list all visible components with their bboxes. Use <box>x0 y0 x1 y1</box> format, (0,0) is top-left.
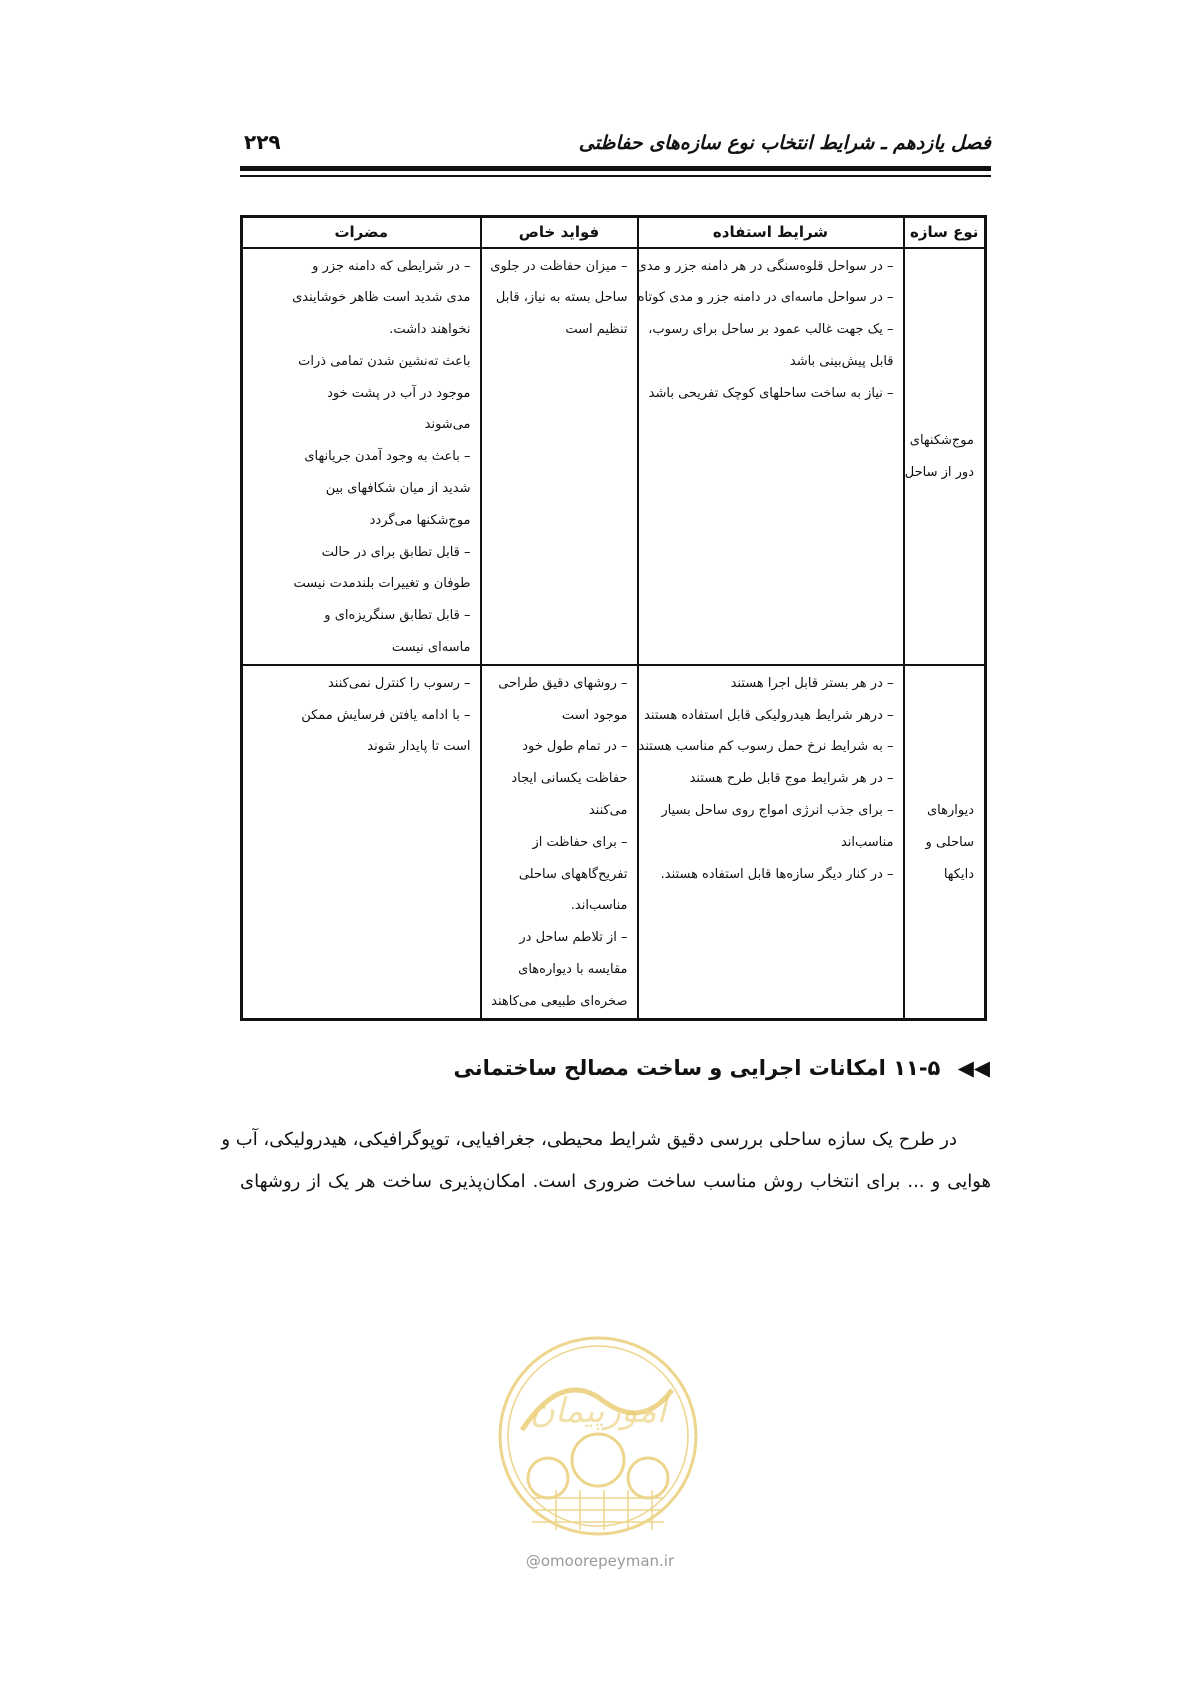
cell-line: طوفان و تغییرات بلندمدت نیست <box>293 576 471 592</box>
cell-line: دایکها <box>943 866 974 882</box>
header-type: نوع سازه <box>904 217 986 248</box>
watermark-logo-text: امورپیمان <box>529 1391 667 1431</box>
cell-line: موجود است <box>561 707 628 723</box>
watermark-gear-left <box>528 1458 568 1498</box>
cell-type <box>904 665 986 1019</box>
cell-line: موج‌شکنها می‌گردد <box>369 512 471 528</box>
comparison-table <box>240 215 987 1021</box>
header-conditions: شرایط استفاده <box>638 217 904 248</box>
watermark-graphic <box>500 1338 696 1534</box>
cell-line: ساحل بسته به نیاز، قابل <box>495 290 628 306</box>
cell-line: تنظیم است <box>565 322 628 338</box>
cell-line: – باعث به وجود آمدن جریانهای <box>304 449 471 465</box>
cell-drawbacks <box>242 248 481 665</box>
cell-conditions <box>638 248 904 665</box>
table-header-row <box>242 217 986 248</box>
cell-line: ساحلی و <box>925 834 974 850</box>
cell-benefits <box>481 248 638 665</box>
section-number: ۱۱-۵ <box>893 1056 941 1080</box>
cell-line: نخواهند داشت. <box>389 322 471 338</box>
cell-line: مقایسه با دیواره‌های <box>518 962 628 978</box>
cell-line: – درهر شرایط هیدرولیکی قابل استفاده هستند <box>644 707 894 723</box>
cell-line: موجود در آب در پشت خود <box>327 385 471 401</box>
cell-drawbacks <box>242 665 481 1019</box>
watermark-gear-right <box>628 1458 668 1498</box>
header-rule-thick <box>240 166 991 171</box>
page-number: ۲۲۹ <box>244 130 281 154</box>
cell-line: ماسه‌ای نیست <box>391 640 471 656</box>
cell-line: مناسب‌اند. <box>570 898 628 914</box>
header-drawbacks: مضرات <box>242 217 481 248</box>
cell-line: – برای حفاظت از <box>532 834 628 850</box>
double-arrow-icon: ◀◀ <box>957 1056 990 1080</box>
body-paragraph <box>221 1119 991 1203</box>
cell-line: است تا پایدار شوند <box>367 739 471 755</box>
table-row <box>242 665 986 1019</box>
cell-type <box>904 248 986 665</box>
header-rule-thin <box>240 175 991 177</box>
cell-line: – در سواحل ماسه‌ای در دامنه جزر و مدی کوتاه <box>637 290 894 306</box>
chapter-title: فصل یازدهم ـ شرایط انتخاب نوع سازه‌های حفاظتی <box>578 132 991 154</box>
paragraph-line: هوایی و ... برای انتخاب روش مناسب ساخت ضروری است. امکان‌پذیری ساخت هر یک از روشهای <box>240 1171 991 1192</box>
cell-line: – یک جهت غالب عمود بر ساحل برای رسوب، <box>648 322 894 338</box>
cell-line: می‌کنند <box>588 803 628 819</box>
cell-line: – در شرایطی که دامنه جزر و <box>312 258 471 274</box>
cell-line: – از تلاطم ساحل در <box>519 930 628 946</box>
cell-line: – برای جذب انرژی امواج روی ساحل بسیار <box>661 803 894 819</box>
cell-line: مناسب‌اند <box>840 834 894 850</box>
cell-line: – به شرایط نرخ حمل رسوب کم مناسب هستند <box>638 739 894 755</box>
watermark-ring <box>500 1338 696 1534</box>
cell-line: قابل پیش‌بینی باشد <box>789 353 894 369</box>
cell-line: – در هر بستر قابل اجرا هستند <box>730 675 894 691</box>
cell-line: – در کنار دیگر سازه‌ها قابل استفاده هستند. <box>660 866 894 882</box>
watermark-site: @omoorepeyman.ir <box>525 1552 675 1570</box>
cell-line: – در تمام طول خود <box>522 739 628 755</box>
cell-line: – میزان حفاظت در جلوی <box>490 258 628 274</box>
cell-line: تفریح‌گاههای ساحلی <box>518 866 628 882</box>
cell-line: – نیاز به ساخت ساحلهای کوچک تفریحی باشد <box>648 385 894 401</box>
cell-line: حفاظت یکسانی ایجاد <box>511 771 628 787</box>
header-benefits: فواید خاص <box>481 217 638 248</box>
table-row <box>242 248 986 665</box>
cell-line: – قابل تطابق سنگریزه‌ای و <box>324 608 471 624</box>
cell-line: صخره‌ای طبیعی می‌کاهند <box>491 993 628 1009</box>
cell-line: شدید از میان شکافهای بین <box>325 481 471 497</box>
cell-line: باعث ته‌نشین شدن تمامی ذرات <box>298 353 471 369</box>
cell-line: – در سواحل قلوه‌سنگی در هر دامنه جزر و مدی <box>636 258 894 274</box>
cell-line: دور از ساحل <box>904 465 974 481</box>
section-heading <box>454 1056 990 1080</box>
cell-benefits <box>481 665 638 1019</box>
cell-line: – در هر شرایط موج قابل طرح هستند <box>689 771 894 787</box>
watermark-logo <box>492 1330 704 1542</box>
paragraph-line: در طرح یک سازه ساحلی بررسی دقیق شرایط محیطی، جغرافیایی، توپوگرافیکی، هیدرولیکی، آب و <box>221 1129 957 1150</box>
cell-line: – رسوب را کنترل نمی‌کنند <box>327 675 471 691</box>
cell-line: – قابل تطابق برای در حالت <box>321 544 471 560</box>
running-header <box>240 128 991 164</box>
section-title: امکانات اجرایی و ساخت مصالح ساختمانی <box>453 1056 886 1080</box>
cell-line: موج‌شکنهای <box>909 433 974 449</box>
cell-line: دیوارهای <box>926 803 974 819</box>
cell-line: می‌شوند <box>424 417 471 433</box>
watermark-inner-ring <box>508 1346 688 1526</box>
cell-conditions <box>638 665 904 1019</box>
cell-line: – با ادامه یافتن فرسایش ممکن <box>301 707 471 723</box>
cell-line: – روشهای دقیق طراحی <box>498 675 628 691</box>
cell-line: مدی شدید است ظاهر خوشایندی <box>292 290 471 306</box>
watermark-gear <box>572 1434 624 1486</box>
